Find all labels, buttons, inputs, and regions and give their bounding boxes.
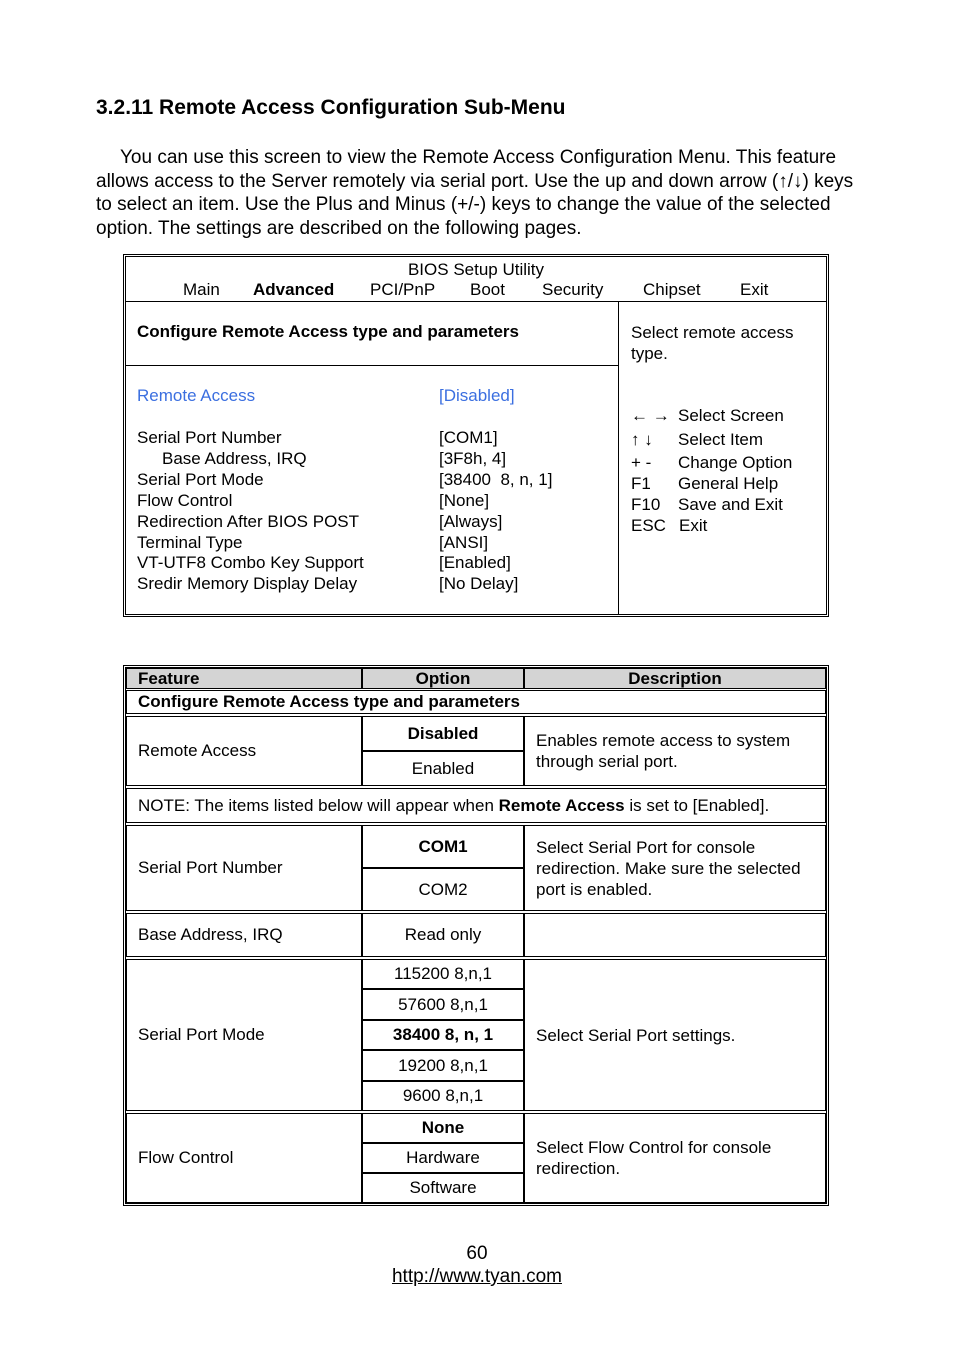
bios-item-value[interactable]: [38400 8, n, 1] — [439, 470, 553, 489]
key-description: Change Option — [678, 453, 793, 472]
bios-item-value[interactable]: [ANSI] — [439, 533, 489, 552]
option-cell: 115200 8,n,1 — [362, 959, 524, 989]
arrow-left-right-icon: ← → — [631, 406, 670, 425]
page-number: 60 — [466, 1243, 488, 1264]
bios-item-value[interactable]: [None] — [439, 491, 490, 510]
bios-item-label[interactable]: Redirection After BIOS POST — [137, 512, 360, 531]
bios-item-label[interactable]: Flow Control — [137, 491, 233, 510]
menu-chipset[interactable]: Chipset — [643, 280, 701, 299]
header-option: Option — [362, 668, 524, 689]
option-default: Disabled — [362, 716, 524, 751]
option-cell: COM2 — [362, 868, 524, 911]
bios-item-label: Base Address, IRQ — [162, 449, 307, 468]
key-description: General Help — [678, 474, 779, 493]
menu-security[interactable]: Security — [542, 280, 604, 299]
bios-item-value[interactable]: [Always] — [439, 512, 503, 531]
note-bold: Remote Access — [498, 795, 625, 815]
bios-value-remote-access[interactable]: [Disabled] — [439, 386, 515, 405]
feature-serial-port-number: Serial Port Number — [126, 825, 362, 911]
footer-url — [0, 1266, 954, 1288]
bios-panel-title: Configure Remote Access type and parameters — [137, 322, 519, 341]
bios-panel-header — [126, 302, 618, 366]
key-description: Select Screen — [678, 406, 784, 425]
option-cell: Hardware — [362, 1143, 524, 1173]
feature-base-address: Base Address, IRQ — [126, 913, 362, 957]
key-f1: F1 — [631, 474, 651, 493]
bios-menu-bar — [126, 280, 826, 300]
bios-item-value[interactable]: [No Delay] — [439, 574, 519, 593]
key-description: Save and Exit — [678, 495, 783, 514]
option-cell: 57600 8,n,1 — [362, 989, 524, 1020]
bios-header — [126, 257, 826, 302]
option-cell: Read only — [362, 913, 524, 957]
description-cell: Select Flow Control for console redirection. — [524, 1113, 826, 1203]
bios-help-panel — [631, 302, 818, 614]
option-default: None — [362, 1113, 524, 1143]
header-description: Description — [524, 668, 826, 689]
option-default: 38400 8, n, 1 — [362, 1020, 524, 1050]
bios-item-label[interactable]: Serial Port Number — [137, 428, 282, 447]
intro-paragraph: You can use this screen to view the Remote Access Configuration Menu. This feature allows access to the Server remotely via serial port. Use the up and down arrow (↑/↓) keys to select an item. Use the Plus and Minus (+/-) keys to change the value of the selected option. The settings are described on the following pages. — [96, 147, 854, 239]
arrow-up-down-icon: ↑ ↓ — [631, 430, 653, 449]
note-text: NOTE: The items listed below will appear when — [138, 795, 499, 815]
key-description: Select Item — [678, 430, 764, 449]
bios-item-label[interactable]: Serial Port Mode — [137, 470, 264, 489]
feature-flow-control: Flow Control — [126, 1113, 362, 1203]
bios-screen — [123, 254, 829, 617]
header-feature: Feature — [126, 668, 362, 689]
section-heading: 3.2.11 Remote Access Configuration Sub-Menu — [96, 96, 566, 119]
bios-title: BIOS Setup Utility — [407, 260, 545, 279]
key-f10: F10 — [631, 495, 661, 514]
note-row — [126, 788, 826, 823]
feature-table — [123, 665, 829, 1206]
option-cell: 9600 8,n,1 — [362, 1081, 524, 1111]
option-cell: Enabled — [362, 751, 524, 786]
option-cell: 19200 8,n,1 — [362, 1050, 524, 1081]
description-cell: Select Serial Port for console redirection. Make sure the selected port is enabled. — [524, 825, 826, 911]
bios-settings-panel — [126, 302, 619, 614]
option-default: COM1 — [362, 825, 524, 868]
menu-pcipnp[interactable]: PCI/PnP — [370, 280, 436, 299]
menu-main[interactable]: Main — [183, 280, 220, 299]
option-cell: Software — [362, 1173, 524, 1203]
bios-item-label[interactable]: Terminal Type — [137, 533, 243, 552]
description-cell: Enables remote access to system through serial port. — [524, 716, 826, 786]
description-cell — [524, 913, 826, 957]
section-row: Configure Remote Access type and parameters — [126, 690, 826, 714]
bios-item-label[interactable]: Sredir Memory Display Delay — [137, 574, 358, 593]
bios-item-value[interactable]: [COM1] — [439, 428, 498, 447]
note-text: is set to [Enabled]. — [624, 795, 770, 815]
bios-help-text: Select remote access type. — [631, 323, 794, 363]
bios-item-value: [3F8h, 4] — [439, 449, 507, 468]
description-cell: Select Serial Port settings. — [524, 959, 826, 1111]
key-esc: ESC — [631, 516, 666, 535]
feature-remote-access: Remote Access — [126, 716, 362, 786]
menu-boot[interactable]: Boot — [470, 280, 505, 299]
key-description: Exit — [679, 516, 708, 535]
bios-item-value[interactable]: [Enabled] — [439, 553, 511, 572]
feature-serial-port-mode: Serial Port Mode — [126, 959, 362, 1111]
bios-item-label[interactable]: VT-UTF8 Combo Key Support — [137, 553, 364, 572]
bios-item-remote-access[interactable]: Remote Access — [137, 386, 256, 405]
website-link[interactable]: http://www.tyan.com — [391, 1266, 562, 1287]
key-plus-minus: + - — [631, 453, 652, 472]
menu-advanced[interactable]: Advanced — [253, 280, 335, 299]
menu-exit[interactable]: Exit — [740, 280, 769, 299]
